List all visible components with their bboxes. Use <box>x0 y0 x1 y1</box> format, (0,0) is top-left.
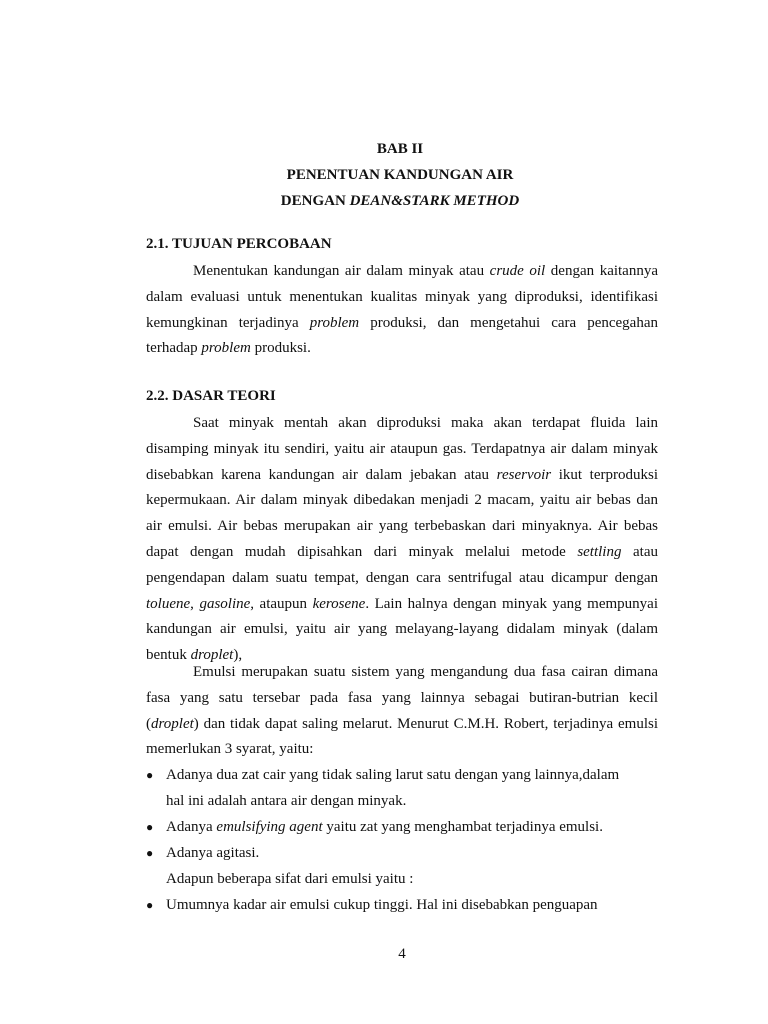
paragraph-tujuan <box>146 259 658 362</box>
text-line: fasa yang satu tersebar pada fasa yang lainnya sebagai butiran-butrian kecil <box>146 689 658 706</box>
bullet-icon: ● <box>146 898 154 912</box>
text-line: Menentukan kandungan air dalam minyak atau crude oil dengan kaitannya <box>193 263 658 279</box>
paragraph-dasar-teori-1 <box>146 411 658 669</box>
text-line: Emulsi merupakan suatu sistem yang mengandung dua fasa cairan dimana <box>193 664 658 680</box>
list-item-text: Adanya emulsifying agent yaitu zat yang menghambat terjadinya emulsi. <box>166 819 603 835</box>
paragraph-text: Adapun beberapa sifat dari emulsi yaitu : <box>166 871 414 887</box>
bullet-icon: ● <box>146 846 154 860</box>
chapter-heading <box>0 136 768 214</box>
list-item <box>146 893 666 919</box>
text-line: bentuk droplet), <box>146 647 243 664</box>
bullet-icon: ● <box>146 820 154 834</box>
text-line: pengendapan dalam suatu tempat, dengan cara sentrifugal atau dicampur dengan <box>146 569 658 586</box>
list-item <box>146 815 666 841</box>
text-line: dalam evaluasi untuk menentukan kualitas minyak yang diproduksi, identifikasi <box>146 288 658 305</box>
page-number: 4 <box>398 946 406 962</box>
chapter-subtitle <box>0 188 768 214</box>
list-item <box>146 763 666 789</box>
text-line: kepermukaan. Air dalam minyak dibedakan menjadi 2 macam, yaitu air bebas dan <box>146 492 658 509</box>
text-line: disamping minyak itu sendiri, yaitu air ataupun gas. Terdapatnya air dalam minyak <box>146 440 658 457</box>
subtitle-prefix: DENGAN <box>280 193 350 209</box>
text-line: Saat minyak mentah akan diproduksi maka akan terdapat fluida lain <box>193 415 658 431</box>
paragraph-dasar-teori-2 <box>146 660 658 763</box>
chapter-label: BAB II <box>376 141 424 157</box>
list-item-text: Umumnya kadar air emulsi cukup tinggi. Hal ini disebabkan penguapan <box>166 897 598 913</box>
text-line: dapat dengan mudah dipisahkan dari minyak melalui metode settling atau <box>146 543 658 560</box>
text-line: disebabkan karena kandungan air dalam jebakan atau reservoir ikut terproduksi <box>146 466 658 483</box>
text-line: terhadap problem produksi. <box>146 340 311 357</box>
list-item-continuation: hal ini adalah antara air dengan minyak. <box>166 793 407 809</box>
text-line: (droplet) dan tidak dapat saling melarut. Menurut C.M.H. Robert, terjadinya emulsi <box>146 715 658 732</box>
subtitle-method: DEAN&STARK METHOD <box>349 193 520 209</box>
bullet-icon: ● <box>146 768 154 782</box>
chapter-title: PENENTUAN KANDUNGAN AIR <box>286 167 514 183</box>
list-item <box>146 841 666 867</box>
list-item-text: Adanya dua zat cair yang tidak saling larut satu dengan yang lainnya,dalam <box>166 767 620 783</box>
list-item-text: Adanya agitasi. <box>166 845 260 861</box>
text-line: memerlukan 3 syarat, yaitu: <box>146 741 314 758</box>
text-line: toluene, gasoline, ataupun kerosene. Lain halnya dengan minyak yang mempunyai <box>146 595 658 612</box>
text-line: kandungan air emulsi, yaitu air yang melayang-layang didalam minyak (dalam <box>146 621 658 638</box>
text-line: kemungkinan terjadinya problem produksi, dan mengetahui cara pencegahan <box>146 314 658 331</box>
section-title-tujuan: 2.1. TUJUAN PERCOBAAN <box>146 236 332 252</box>
text-line: air emulsi. Air bebas merupakan air yang terbebaskan dari minyaknya. Air bebas <box>146 518 658 535</box>
section-title-dasar-teori: 2.2. DASAR TEORI <box>146 388 276 404</box>
